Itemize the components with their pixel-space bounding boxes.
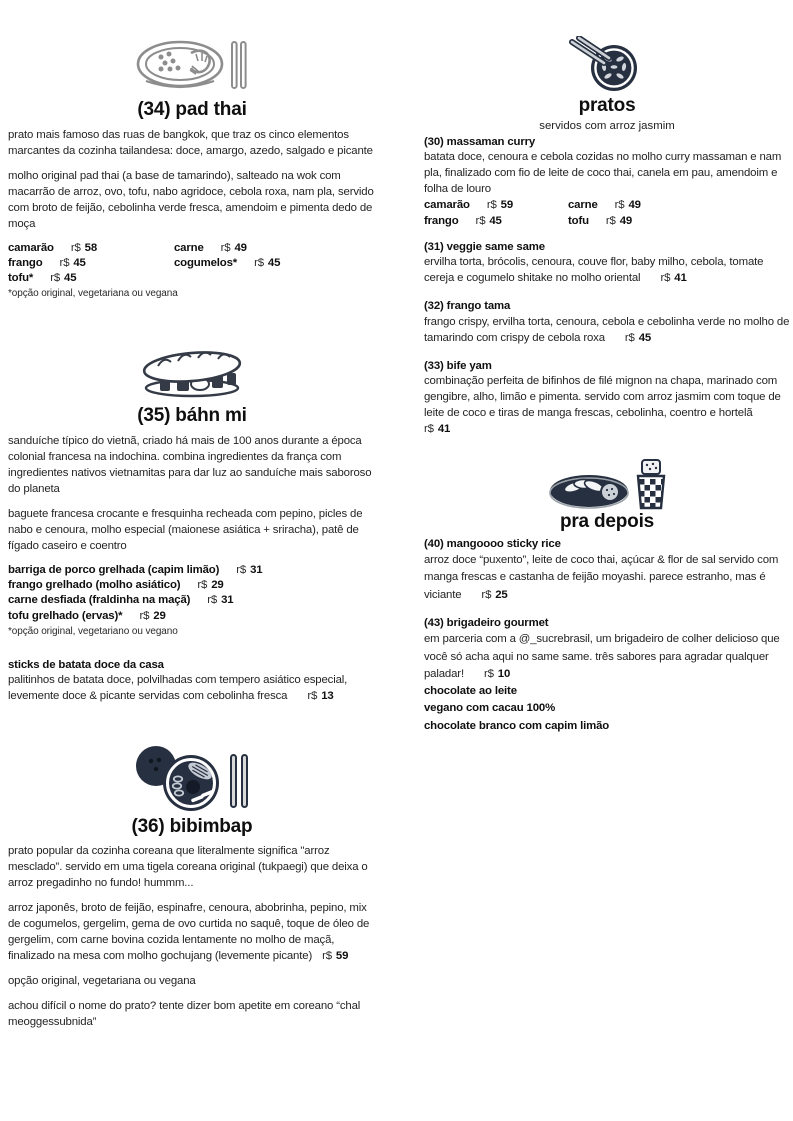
brigadeiro-title: (43) brigadeiro gourmet [424,616,549,629]
massaman-price-col2 [568,198,790,229]
brigadeiro-flavor: chocolate branco com capim limão [424,719,610,732]
frango-tama-title: (32) frango tama [424,300,511,313]
bibimbap-closing-note: achou difícil o nome do prato? tente dizer bom apetite em coreano “chal meoggessubnida” [8,999,361,1028]
price-option: barriga de porco grelhada (capim limão) r$ 31 [8,563,263,576]
price-option: carne r$ 49 [174,241,247,254]
section-title-pratos: pratos [578,95,636,116]
bibimbap-paragraph-2: arroz japonês, broto de feijão, espinafre, cenoura, abobrinha, pepino, mix de cogumelos, gergelim, gema de ovo curtida no saquê, toque de óleo de gergelim, com carne bovina cozida lentamente no molho de maçã, finalizado na mesa com molho gochujang (levemente picante) r$ 59 [8,901,370,962]
price-option: frango r$ 45 [424,214,502,227]
price-option: frango r$ 45 [8,256,86,269]
baguette-sandwich-icon [8,350,376,400]
bife-yam-title: (33) bife yam [424,359,492,372]
pad-thai-price-col2 [174,241,376,287]
dish-title-banh-mi: (35) báhn mi [137,405,247,427]
sticks-description: palitinhos de batata doce, polvilhadas com tempero asiático especial, levemente doce & picante servidas com cebolinha fresca r$ 13 [8,674,348,703]
frango-tama-description: frango crispy, ervilha torta, cenoura, cebola e cebolinha verde no molho de tamarindo com crispy de cebola roxa r$ 45 [424,315,790,344]
pad-thai-price-col1 [8,241,174,287]
dessert-plate-and-bubble-tea-icon [424,456,790,510]
price-option: tofu r$ 49 [568,214,633,227]
pad-thai-paragraph-1: prato mais famoso das ruas de bangkok, que traz os cinco elementos marcantes da cozinha tailandesa: doce, amargo, azedo, salgado e picante [8,128,373,157]
veggie-same-same-description: ervilha torta, brócolis, cenoura, couve flor, baby milho, cebola, tomate cereja e cogumelo shitake no molho oriental r$ 41 [424,256,764,285]
price-option: tofu grelhado (ervas)* r$ 29 [8,609,166,622]
price-option: cogumelos* r$ 45 [174,256,281,269]
price-option: carne desfiada (fraldinha na maçã) r$ 31 [8,594,234,607]
pad-thai-paragraph-2: molho original pad thai (a base de tamarindo), salteado na wok com macarrão de arroz, ovo, tofu, nabo agridoce, cebola roxa, nam pla, servido com broto de feijão, cebolinha verde fresca, amendoim e pimenta dedo de moça [8,169,374,230]
banh-mi-footnote: *opção original, vegetariano ou vegano [8,625,178,637]
banh-mi-price-list [8,563,376,624]
massaman-price-col1 [424,198,568,229]
section-title-pra-depois: pra depois [559,510,655,532]
massaman-description: batata doce, cenoura e cebola cozidas no molho curry massaman e nam pla, finalizado com fio de leite de coco thai, canela em pau, amendoim e folha de louro [424,151,782,196]
massaman-title: (30) massaman curry [424,136,536,149]
veggie-same-same-title: (31) veggie same same [424,240,545,253]
dish-title-bibimbap: (36) bibimbap [131,816,253,838]
brigadeiro-flavor: vegano com cacau 100% [424,702,556,715]
brigadeiro-flavor: chocolate ao leite [424,685,517,698]
dish-title-pad-thai: (34) pad thai [137,99,247,120]
pad-thai-price-grid [8,241,376,287]
brigadeiro-description: em parceria com a @_sucrebrasil, um brigadeiro de colher delicioso que você só acha aqui no same same. três sabores para agradar qualquer paladar! r$ 10 [424,633,780,680]
pad-thai-plate-icon [8,38,376,92]
pad-thai-footnote: *opção original, vegetariana ou vegana [8,288,178,300]
price-option: frango grelhado (molho asiático) r$ 29 [8,579,224,592]
price-option: camarão r$ 59 [424,199,514,212]
mango-sticky-rice-description: arroz doce “puxento”, leite de coco thai, açúcar & flor de sal servido com manga frescas e castanha de feijão moyashi. parece estranho, mas é viciante r$ 25 [424,553,779,601]
banh-mi-paragraph-1: sanduíche típico do vietnã, criado há mais de 100 anos durante a época colonial francesa na indochina. combina ingredientes da frança com ingredientes nativos vietnamitas para dar luz ao sanduíche mais saboroso do planeta [8,435,372,495]
left-column [8,0,376,1031]
pratos-subtitle: servidos com arroz jasmim [539,119,675,132]
bibimbap-paragraph-1: prato popular da cozinha coreana que literalmente significa "arroz mesclado”. servido em uma tigela coreana original (tukpaegi) que deixa o arroz pregadinho no fundo! hummm... [8,844,368,889]
sticks-title: sticks de batata doce da casa [8,658,164,671]
bibimbap-option-note: opção original, vegetariana ou vegana [8,974,196,987]
right-column [424,0,790,735]
mango-sticky-rice-title: (40) mangoooo sticky rice [424,537,561,550]
noodle-bowl-with-chopsticks-icon [424,36,790,92]
korean-bowl-plate-and-chopsticks-icon [8,745,376,811]
price-option: camarão r$ 58 [8,241,98,254]
price-option: tofu* r$ 45 [8,272,77,285]
massaman-price-grid [424,198,790,229]
price-option: carne r$ 49 [568,199,641,212]
banh-mi-paragraph-2: baguete francesa crocante e fresquinha recheada com pepino, picles de nabo e cenoura, molho especial (maionese asiática + sriracha), patê de fígado caseiro e coentro [8,507,363,552]
bife-yam-description: combinação perfeita de bifinhos de filé mignon na chapa, marinado com gengibre, alho, limão e pimenta. servido com arroz jasmim com toque de leite de coco e tiras de manga frescas, cebolinha, coentro e hortelãr$ 41 [424,374,781,435]
